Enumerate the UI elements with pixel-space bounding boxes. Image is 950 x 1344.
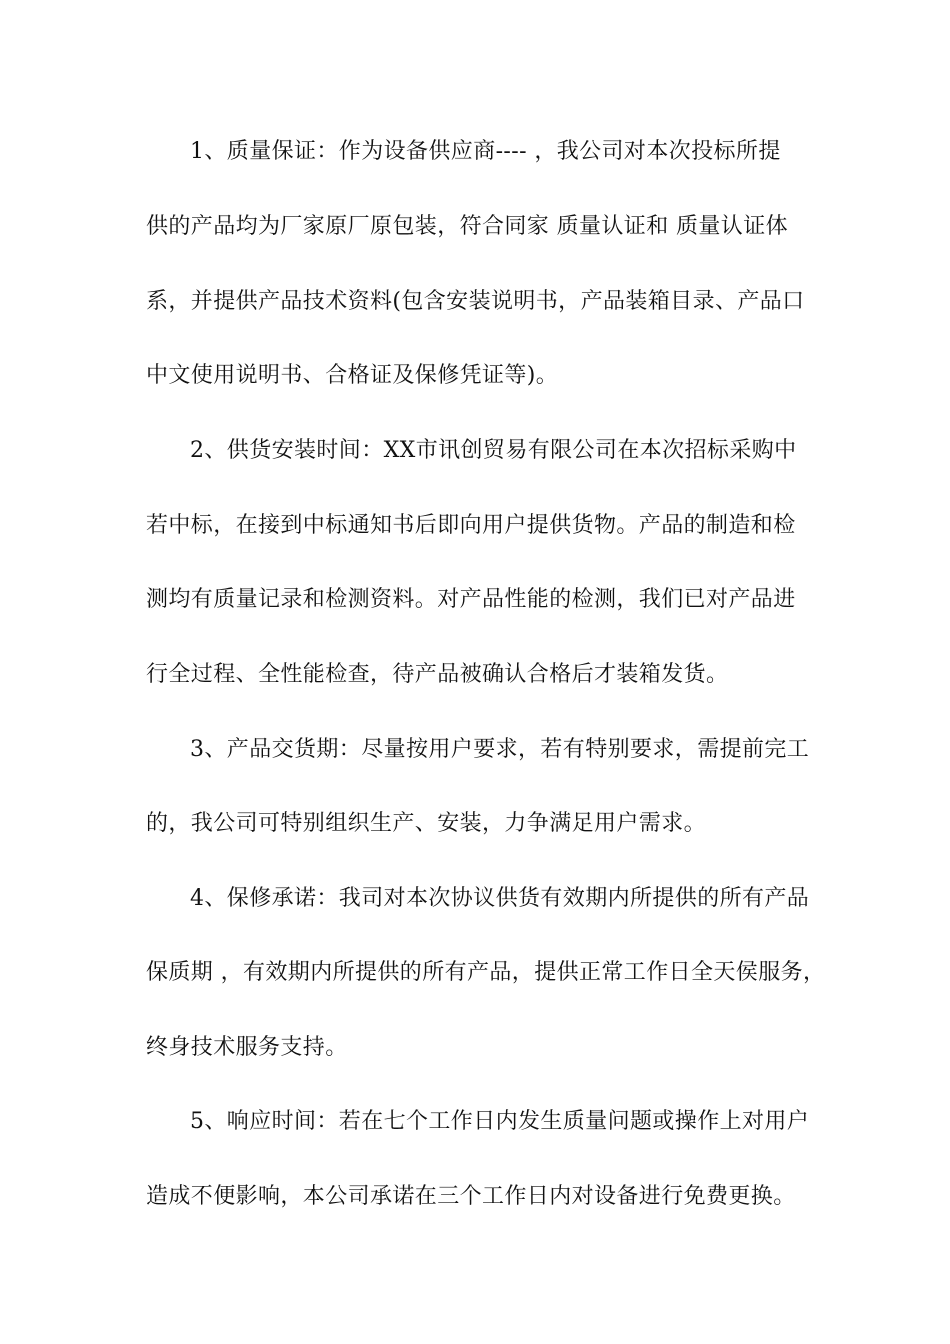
paragraph-line: 1、质量保证：作为设备供应商---- ，我公司对本次投标所提 <box>190 139 781 164</box>
paragraph-line: 造成不便影响，本公司承诺在三个工作日内对设备进行免费更换。 <box>146 1184 796 1209</box>
paragraph-line: 的，我公司可特别组织生产、安装，力争满足用户需求。 <box>146 811 707 836</box>
paragraph-line: 3、产品交货期：尽量按用户要求，若有特别要求，需提前完工 <box>190 737 810 762</box>
paragraph-line: 供的产品均为厂家原厂原包装，符合同家 质量认证和 质量认证体 <box>146 214 788 239</box>
paragraph-line: 行全过程、全性能检查，待产品被确认合格后才装箱发货。 <box>146 662 729 687</box>
paragraph-line: 保质期 ，有效期内所提供的所有产品，提供正常工作日全天侯服务， <box>146 960 826 985</box>
paragraph-line: 5、响应时间：若在七个工作日内发生质量问题或操作上对用户 <box>190 1109 810 1134</box>
paragraph-line: 系，并提供产品技术资料(包含安装说明书，产品装箱目录、产品口 <box>146 289 805 314</box>
paragraph-line: 4、保修承诺：我司对本次协议供货有效期内所提供的所有产品 <box>190 886 810 911</box>
paragraph-line: 终身技术服务支持。 <box>146 1035 348 1060</box>
paragraph-line: 中文使用说明书、合格证及保修凭证等)。 <box>146 363 559 388</box>
paragraph-line: 测均有质量记录和检测资料。对产品性能的检测，我们已对产品进 <box>146 587 796 612</box>
paragraph-line: 若中标，在接到中标通知书后即向用户提供货物。产品的制造和检 <box>146 513 796 538</box>
paragraph-line: 2、供货安装时间：XX市讯创贸易有限公司在本次招标采购中 <box>190 438 797 463</box>
